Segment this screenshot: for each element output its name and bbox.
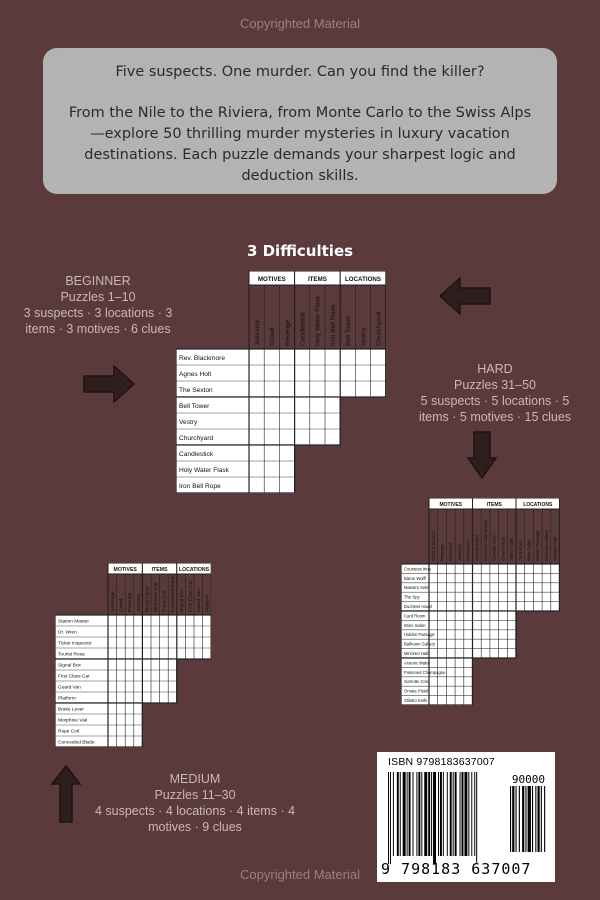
barcode-bar bbox=[400, 772, 401, 856]
beginner-grid-column-label: Jealousy bbox=[253, 319, 261, 346]
medium-grid-column-label: Sabotage bbox=[110, 591, 116, 612]
beginner-grid-column-label: Iron Bell Rope bbox=[329, 304, 337, 346]
hard-grid-column-label: Stiletto Knife bbox=[509, 537, 515, 561]
hard-grid-row-label: Hidden Passage bbox=[404, 632, 435, 638]
barcode-bar bbox=[468, 772, 469, 856]
price-barcode-bar bbox=[510, 786, 511, 852]
hard-info bbox=[405, 361, 585, 425]
barcode-bar bbox=[397, 772, 399, 856]
description-box bbox=[43, 48, 557, 194]
beginner-detail-2: items · 3 motives · 6 clues bbox=[25, 322, 171, 336]
beginner-grid-column-label: Vestry bbox=[360, 327, 368, 346]
isbn-barcode bbox=[377, 752, 555, 882]
medium-detail-1: 4 suspects · 4 locations · 4 items · 4 bbox=[94, 804, 296, 818]
barcode-bar bbox=[464, 772, 467, 856]
barcode-bar bbox=[471, 772, 472, 856]
beginner-range: Puzzles 1–10 bbox=[60, 290, 136, 304]
medium-grid-column-label: Morphine Vial bbox=[153, 582, 159, 612]
medium-grid bbox=[55, 563, 211, 747]
barcode-bar bbox=[416, 772, 417, 856]
hard-grid-row-label: Card Room bbox=[404, 613, 426, 619]
medium-name: MEDIUM bbox=[169, 772, 221, 786]
hard-grid-row-label: Duchess Havel bbox=[404, 603, 433, 609]
hard-grid-column-label: Hidden Passage bbox=[535, 530, 541, 561]
beginner-name: BEGINNER bbox=[65, 274, 131, 288]
arrow-up-icon bbox=[50, 764, 82, 824]
beginner-grid-row-label: Bell Tower bbox=[179, 402, 210, 410]
hard-grid-column-label: Ballroom Gallery bbox=[543, 530, 549, 561]
price-barcode-bar bbox=[535, 786, 536, 852]
beginner-grid-group-label: ITEMS bbox=[307, 276, 327, 284]
beginner-grid-row-label: The Sexton bbox=[179, 386, 213, 394]
description-text: From the Nile to the Riviera, from Monte Carlo to the Swiss Alps—explore 50 thrilling murder mysteries in luxury vacation destinations. Each puzzle demands your sharpest logic and deduction skills. bbox=[68, 105, 532, 184]
difficulties-heading: 3 Difficulties bbox=[246, 242, 354, 260]
arrow-right-icon bbox=[82, 364, 136, 404]
isbn-digits: 9 798183 637007 bbox=[381, 860, 532, 878]
medium-grid-group-label: ITEMS bbox=[151, 566, 168, 573]
hard-grid-column-label: Garrotte Cord bbox=[491, 535, 497, 561]
barcode-bar bbox=[428, 772, 430, 856]
hard-detail-1: 5 suspects · 5 locations · 5 bbox=[420, 394, 570, 408]
barcode-bar bbox=[476, 772, 477, 864]
beginner-grid-column-label: Holy Water Flask bbox=[314, 296, 322, 346]
beginner-grid bbox=[176, 271, 386, 493]
hard-grid-row-label: Arsenic Wafer bbox=[404, 660, 431, 666]
hard-grid-row-label: Garrotte Cord bbox=[404, 679, 430, 685]
price-barcode-bar bbox=[532, 786, 533, 852]
beginner-grid-row-label: Churchyard bbox=[179, 434, 214, 442]
barcode-bar bbox=[447, 772, 448, 856]
barcode-bar bbox=[388, 772, 389, 864]
hard-grid-column-label: Political Secrets bbox=[430, 531, 436, 561]
medium-grid-row-label: Station Master bbox=[58, 619, 89, 625]
hard-grid-row-label: Baron Wolff bbox=[404, 575, 426, 581]
hard-grid-column-label: Card Room bbox=[517, 539, 523, 561]
medium-grid-row-label: Ticket Inspector bbox=[58, 641, 92, 647]
hard-grid-row-label: Wine Salon bbox=[404, 622, 426, 628]
medium-grid-row-label: First Class Car bbox=[58, 674, 90, 680]
barcode-bar bbox=[418, 772, 420, 856]
price-barcode-bar bbox=[538, 786, 540, 852]
medium-grid-row-label: Rope Coil bbox=[58, 729, 80, 735]
barcode-bar bbox=[421, 772, 422, 856]
hard-grid-column-label: Wine Salon bbox=[526, 539, 532, 561]
hard-grid-row-label: Ornate Pistol bbox=[404, 688, 429, 694]
beginner-grid-svg bbox=[176, 271, 386, 493]
hard-grid-group-label: ITEMS bbox=[486, 501, 502, 508]
medium-grid-column-label: Platform bbox=[205, 594, 211, 612]
barcode-bar bbox=[431, 772, 432, 856]
medium-detail-2: motives · 9 clues bbox=[148, 820, 242, 834]
medium-grid-column-label: Signal Box bbox=[179, 589, 185, 612]
hard-grid-column-label: Revenge bbox=[439, 544, 445, 561]
hard-grid-svg bbox=[401, 498, 560, 705]
hard-grid-row-label: Mirrored Hall bbox=[404, 650, 428, 656]
medium-grid-row-label: Platform bbox=[58, 696, 76, 702]
barcode-bar bbox=[453, 772, 454, 856]
beginner-grid-column-label: Bell Tower bbox=[345, 315, 353, 346]
barcode-bar bbox=[462, 772, 464, 856]
beginner-grid-column-label: Revenge bbox=[284, 319, 292, 346]
beginner-info bbox=[18, 273, 178, 337]
hard-grid-column-label: Inheritance bbox=[465, 540, 471, 561]
arrow-down-icon bbox=[466, 430, 498, 480]
medium-range: Puzzles 11–30 bbox=[154, 788, 236, 802]
barcode-bar bbox=[393, 772, 394, 856]
medium-grid-row-label: Tourist Rosa bbox=[58, 652, 85, 658]
price-barcode-bar bbox=[541, 786, 542, 852]
medium-grid-row-label: Guard Van bbox=[58, 685, 81, 691]
hard-grid-group-label: MOTIVES bbox=[439, 501, 463, 508]
medium-grid-group-label: MOTIVES bbox=[113, 566, 137, 573]
price-barcode-bar bbox=[528, 786, 531, 852]
price-barcode-bar bbox=[516, 786, 517, 852]
barcode-bar bbox=[440, 772, 442, 856]
price-barcode-bar bbox=[522, 786, 524, 852]
beginner-grid-row-label: Iron Bell Rope bbox=[179, 482, 221, 490]
medium-grid-row-label: Morphine Vial bbox=[58, 718, 88, 724]
hard-range: Puzzles 31–50 bbox=[453, 378, 536, 392]
beginner-grid-column-label: Candlestick bbox=[299, 311, 307, 346]
price-barcode-bar bbox=[519, 786, 520, 852]
beginner-grid-row-label: Agnes Holt bbox=[179, 370, 212, 378]
beginner-grid-column-label: Greed bbox=[269, 327, 277, 346]
barcode-bar bbox=[474, 772, 475, 856]
hard-grid-column-label: Arsenic Wafer bbox=[474, 534, 480, 561]
hard-grid bbox=[401, 498, 560, 705]
barcode-bar bbox=[433, 772, 436, 864]
medium-grid-svg bbox=[55, 563, 211, 747]
beginner-grid-group-label: LOCATIONS bbox=[345, 276, 381, 284]
barcode-bar bbox=[460, 772, 461, 856]
medium-grid-column-label: First Class Car bbox=[188, 580, 194, 612]
barcode-bar bbox=[424, 772, 427, 856]
beginner-grid-group-label: MOTIVES bbox=[257, 276, 286, 284]
hard-grid-column-label: Jealousy bbox=[456, 544, 462, 561]
barcode-bar bbox=[438, 772, 439, 856]
hard-grid-row-label: Ballroom Gallery bbox=[404, 641, 435, 647]
medium-info bbox=[80, 771, 310, 835]
medium-grid-column-label: Revenge bbox=[128, 592, 134, 612]
beginner-detail-1: 3 suspects · 3 locations · 3 bbox=[23, 306, 173, 320]
barcode-bar bbox=[455, 772, 457, 856]
medium-grid-column-label: Rope Coil bbox=[162, 590, 168, 612]
medium-grid-row-label: Signal Box bbox=[58, 663, 81, 669]
copyright-watermark-top: Copyrighted Material bbox=[240, 16, 360, 31]
hard-grid-row-label: Countess Irina bbox=[404, 566, 431, 572]
barcode-bar bbox=[413, 772, 414, 856]
medium-grid-row-label: Dr. Wren bbox=[58, 630, 77, 636]
price-barcode-bar bbox=[525, 786, 526, 852]
hard-grid-row-label: Poisoned Champagne bbox=[404, 669, 446, 675]
barcode-bar bbox=[450, 772, 452, 856]
medium-grid-column-label: Concealed Blade bbox=[171, 575, 177, 612]
barcode-bar bbox=[443, 772, 444, 856]
medium-grid-column-label: Guard Van bbox=[196, 589, 202, 612]
hard-detail-2: items · 5 motives · 15 clues bbox=[418, 410, 572, 424]
arrow-left-icon bbox=[438, 276, 492, 316]
isbn-label: ISBN 9798183637007 bbox=[388, 756, 495, 768]
hard-name: HARD bbox=[477, 362, 513, 376]
price-barcode-bars bbox=[510, 786, 548, 852]
beginner-grid-column-label: Churchyard bbox=[375, 311, 383, 346]
hard-grid-row-label: Stiletto Knife bbox=[404, 697, 428, 703]
barcode-bar bbox=[390, 772, 391, 864]
hard-grid-group-label: LOCATIONS bbox=[523, 501, 553, 508]
tagline: Five suspects. One murder. Can you find the killer? bbox=[115, 64, 485, 80]
hard-grid-column-label: Ornate Pistol bbox=[500, 536, 506, 561]
barcode-bar bbox=[407, 772, 408, 856]
hard-grid-column-label: Poisoned Champagne bbox=[483, 519, 489, 561]
beginner-grid-row-label: Rev. Blackmore bbox=[179, 354, 226, 362]
hard-grid-row-label: The Spy bbox=[404, 594, 420, 600]
medium-grid-column-label: Brake Lever bbox=[145, 586, 151, 612]
medium-grid-column-label: Greed bbox=[119, 598, 125, 612]
beginner-grid-row-label: Holy Water Flask bbox=[179, 466, 229, 474]
medium-grid-column-label: Jealousy bbox=[136, 593, 142, 612]
hard-grid-column-label: Blackmail bbox=[448, 543, 454, 561]
price-barcode-bar bbox=[544, 786, 545, 852]
copyright-watermark-bottom: Copyrighted Material bbox=[240, 867, 360, 882]
price-barcode-bar bbox=[512, 786, 514, 852]
barcode-bar bbox=[409, 772, 411, 856]
medium-grid-group-label: LOCATIONS bbox=[178, 566, 210, 573]
hard-grid-column-label: Mirrored Hall bbox=[552, 537, 558, 561]
beginner-grid-row-label: Vestry bbox=[179, 418, 198, 426]
hard-grid-row-label: Maestro Selin bbox=[404, 585, 430, 591]
price-code: 90000 bbox=[511, 773, 545, 786]
barcode-bar bbox=[403, 772, 406, 856]
beginner-grid-row-label: Candlestick bbox=[179, 450, 214, 458]
medium-grid-row-label: Brake Lever bbox=[58, 707, 84, 713]
medium-grid-row-label: Concealed Blade bbox=[58, 740, 95, 746]
barcode-bars bbox=[388, 772, 506, 864]
